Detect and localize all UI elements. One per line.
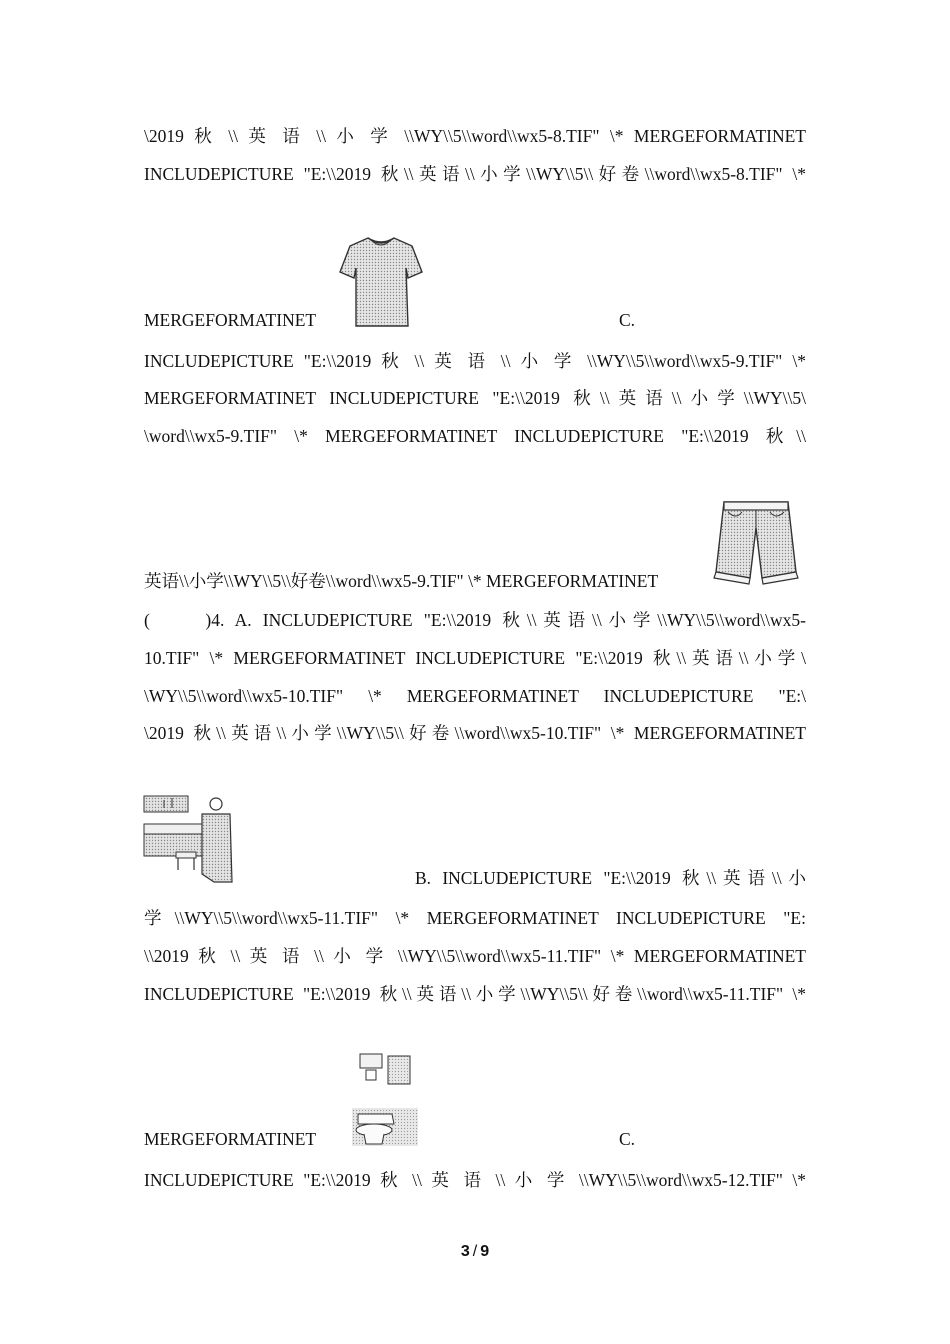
kitchen-icon (142, 794, 236, 884)
option-label: C. (619, 1129, 636, 1149)
page-current: 3 (460, 1243, 470, 1260)
text-line: INCLUDEPICTURE "E:\\2019 秋 \\ 英 语 \\ 小 学 \\WY\\5\\word\\wx5-12.TIF" \* (144, 1170, 806, 1190)
text-line: MERGEFORMATINET INCLUDEPICTURE "E:\\2019 秋\\英语\\小学\\WY\\5\ (144, 388, 806, 408)
option-label: C. (619, 310, 636, 330)
option-line: B. INCLUDEPICTURE "E:\\2019 秋\\英语\\小 (415, 868, 806, 888)
t-shirt-icon (338, 234, 424, 328)
text-line: MERGEFORMATINET (144, 310, 317, 330)
question-line: ( )4. A. INCLUDEPICTURE "E:\\2019 秋\\英语\\小学\\WY\\5\\word\\wx5- (144, 610, 806, 630)
text-line: MERGEFORMATINET (144, 1129, 317, 1149)
text-line: 学\\WY\\5\\word\\wx5-11.TIF" \* MERGEFORMATINET INCLUDEPICTURE "E: (144, 908, 806, 928)
page-number (0, 1243, 950, 1261)
text-line: \2019 秋 \\ 英 语 \\ 小 学 \\WY\\5\\word\\wx5-8.TIF" \* MERGEFORMATINET (144, 126, 806, 146)
text-line: INCLUDEPICTURE "E:\\2019 秋\\英语\\小学\\WY\\5\\好卷\\word\\wx5-8.TIF" \* (144, 164, 806, 184)
text-line: 英语\\小学\\WY\\5\\好卷\\word\\wx5-9.TIF" \* MERGEFORMATINET (144, 571, 659, 591)
page-separator: / (472, 1243, 478, 1260)
text-line: \WY\\5\\word\\wx5-10.TIF" \* MERGEFORMATINET INCLUDEPICTURE "E:\ (144, 686, 806, 706)
text-line: \\2019 秋 \\ 英 语 \\ 小 学 \\WY\\5\\word\\wx5-11.TIF" \* MERGEFORMATINET (144, 946, 806, 966)
shorts-icon (712, 498, 800, 586)
text-line: \2019 秋\\英语\\小学\\WY\\5\\好卷\\word\\wx5-10.TIF" \* MERGEFORMATINET (144, 723, 806, 743)
text-line: INCLUDEPICTURE "E:\\2019 秋\\英语\\小学\\WY\\5\\好卷\\word\\wx5-11.TIF" \* (144, 984, 806, 1004)
text-line: \word\\wx5-9.TIF" \* MERGEFORMATINET INCLUDEPICTURE "E:\\2019 秋\\ (144, 426, 806, 446)
text-line: INCLUDEPICTURE "E:\\2019 秋 \\ 英 语 \\ 小 学 \\WY\\5\\word\\wx5-9.TIF" \* (144, 351, 806, 371)
text-line: 10.TIF" \* MERGEFORMATINET INCLUDEPICTURE "E:\\2019 秋\\英语\\小学\ (144, 648, 806, 668)
toilet-icon (352, 1052, 418, 1146)
page-total: 9 (480, 1243, 490, 1260)
